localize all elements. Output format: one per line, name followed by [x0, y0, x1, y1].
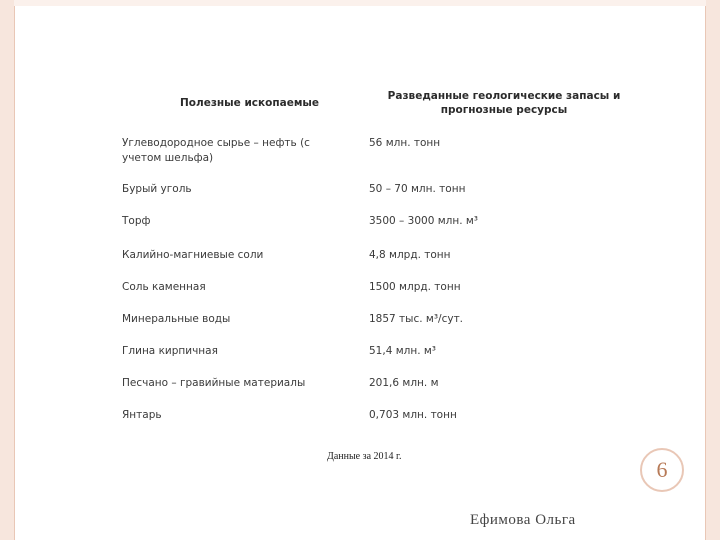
right-frame-line: [705, 0, 706, 540]
author-name: Ефимова Ольга: [470, 512, 576, 528]
row-reserve-value: 50 – 70 млн. тонн: [369, 183, 466, 195]
top-frame-band: [14, 0, 706, 6]
data-year-caption: Данные за 2014 г.: [327, 451, 402, 462]
header-minerals: Полезные ископаемые: [180, 97, 320, 109]
row-reserve-value: 4,8 млрд. тонн: [369, 249, 451, 261]
row-reserve-value: 1857 тыс. м³/сут.: [369, 313, 464, 325]
row-mineral-name: Бурый уголь: [122, 183, 192, 195]
row-reserve-value: 51,4 млн. м³: [369, 345, 437, 357]
row-mineral-name: Соль каменная: [122, 281, 206, 293]
row-mineral-name: Янтарь: [122, 409, 162, 421]
row-reserve-value: 201,6 млн. м: [369, 377, 439, 389]
right-frame-border: [706, 0, 720, 540]
row-mineral-name: Углеводородное сырье – нефть (с учетом шельфа): [122, 137, 310, 164]
left-frame-border: [0, 0, 14, 540]
row-mineral-name: Песчано – гравийные материалы: [122, 377, 306, 389]
row-mineral-name: Калийно-магниевые соли: [122, 249, 264, 261]
minerals-table: [112, 82, 622, 432]
row-reserve-value: 1500 млрд. тонн: [369, 281, 461, 293]
row-reserve-value: 3500 – 3000 млн. м³: [369, 215, 479, 227]
row-mineral-name: Торф: [122, 215, 151, 227]
row-reserve-value: 56 млн. тонн: [369, 137, 441, 149]
header-reserves: Разведанные геологические запасы и прогнозные ресурсы: [387, 90, 621, 116]
row-mineral-name: Глина кирпичная: [122, 345, 218, 357]
page-number-badge: 6: [640, 448, 684, 492]
row-reserve-value: 0,703 млн. тонн: [369, 409, 457, 421]
left-frame-line: [14, 0, 15, 540]
row-mineral-name: Минеральные воды: [122, 313, 231, 325]
